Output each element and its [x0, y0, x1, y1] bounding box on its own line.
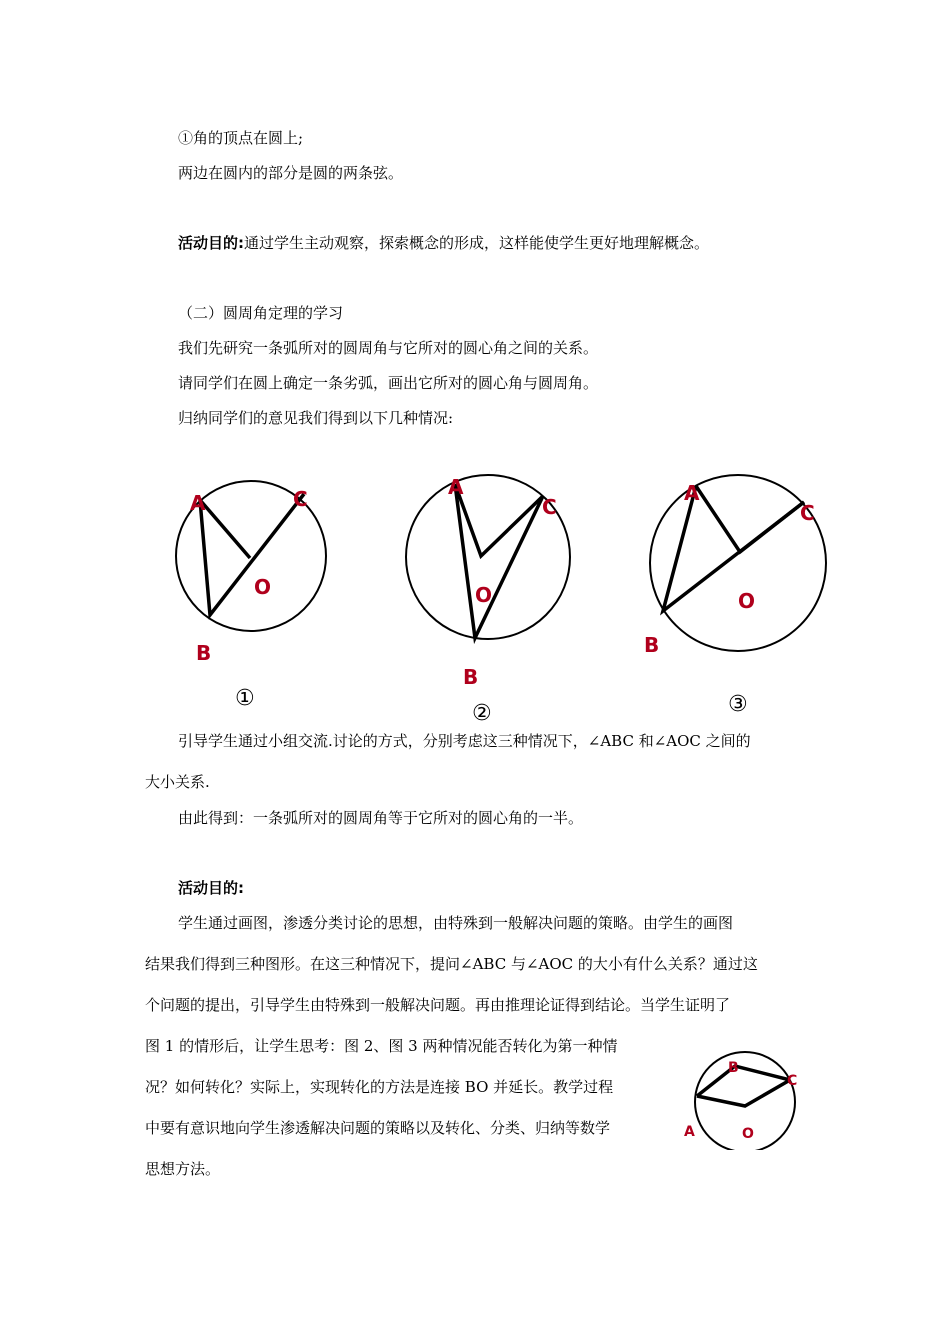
- figure-small-label-a: A: [684, 1124, 695, 1140]
- figure-3-label-c: C: [800, 501, 815, 525]
- purpose-line-5: 况？如何转化？实际上，实现转化的方法是连接 BO 并延长。教学过程: [145, 1078, 614, 1096]
- figure-1-label-b: B: [196, 641, 212, 665]
- figure-2-number: ②: [472, 701, 492, 726]
- figure-1-label-a: A: [190, 491, 206, 515]
- figure-small-label-c: C: [787, 1073, 798, 1089]
- figure-3-label-a: A: [684, 481, 700, 505]
- activity-purpose-1: [178, 233, 709, 253]
- purpose-line-2: 结果我们得到三种图形。在这三种情况下，提问∠ABC 与∠AOC 的大小有什么关系？通过这: [145, 955, 758, 973]
- figure-2: [395, 470, 595, 690]
- figure-3-radius-lines: [696, 486, 804, 552]
- text-line-1: ①角的顶点在圆上;: [178, 129, 304, 147]
- paragraph-3: 归纳同学们的意见我们得到以下几种情况:: [178, 409, 454, 427]
- paragraph-1: 我们先研究一条弧所对的圆周角与它所对的圆心角之间的关系。: [178, 339, 599, 357]
- figure-3: [640, 470, 840, 660]
- figure-2-label-o: O: [475, 583, 493, 607]
- paragraph-4: 引导学生通过小组交流.讨论的方式，分别考虑这三种情况下，∠ABC 和∠AOC 之间的: [178, 732, 751, 750]
- conclusion: 由此得到：一条弧所对的圆周角等于它所对的圆心角的一半。: [178, 809, 584, 827]
- paragraph-2: 请同学们在圆上确定一条劣弧，画出它所对的圆心角与圆周角。: [178, 374, 599, 392]
- figure-3-label-o: O: [738, 589, 756, 613]
- purpose-line-4: 图 1 的情形后，让学生思考：图 2、图 3 两种情况能否转化为第一种情: [145, 1037, 618, 1055]
- figure-1-radius: [200, 500, 250, 558]
- figure-3-label-b: B: [644, 633, 660, 657]
- figure-3-number: ③: [728, 692, 748, 717]
- figure-2-label-a: A: [448, 475, 464, 499]
- figure-small-label-b: B: [728, 1060, 739, 1076]
- figure-1-angle-lines: [200, 494, 304, 615]
- purpose-line-3: 个问题的提出，引导学生由特殊到一般解决问题。再由推理论证得到结论。当学生证明了: [145, 996, 731, 1014]
- figure-2-label-c: C: [542, 495, 557, 519]
- paragraph-4-continued: 大小关系.: [145, 773, 210, 791]
- figure-small-angle-lines: [697, 1066, 790, 1096]
- figure-1: [160, 470, 360, 670]
- purpose-line-7: 思想方法。: [145, 1160, 221, 1178]
- purpose-line-6: 中要有意识地向学生渗透解决问题的策略以及转化、分类、归纳等数学: [145, 1119, 611, 1137]
- figure-small-label-o: O: [742, 1126, 754, 1142]
- activity-purpose-label: 活动目的:: [178, 234, 244, 252]
- figure-1-label-o: O: [254, 575, 272, 599]
- figure-1-label-c: C: [293, 487, 308, 511]
- figure-small: [680, 1050, 810, 1150]
- figure-2-label-b: B: [463, 665, 479, 689]
- section-heading: （二）圆周角定理的学习: [178, 304, 344, 322]
- text-line-2: 两边在圆内的部分是圆的两条弦。: [178, 164, 404, 182]
- figure-1-number: ①: [235, 686, 255, 711]
- purpose-line-1: 学生通过画图，渗透分类讨论的思想，由特殊到一般解决问题的策略。由学生的画图: [178, 914, 734, 932]
- activity-purpose-2-label: 活动目的:: [178, 879, 244, 897]
- activity-purpose-text: 通过学生主动观察，探索概念的形成，这样能使学生更好地理解概念。: [244, 234, 710, 252]
